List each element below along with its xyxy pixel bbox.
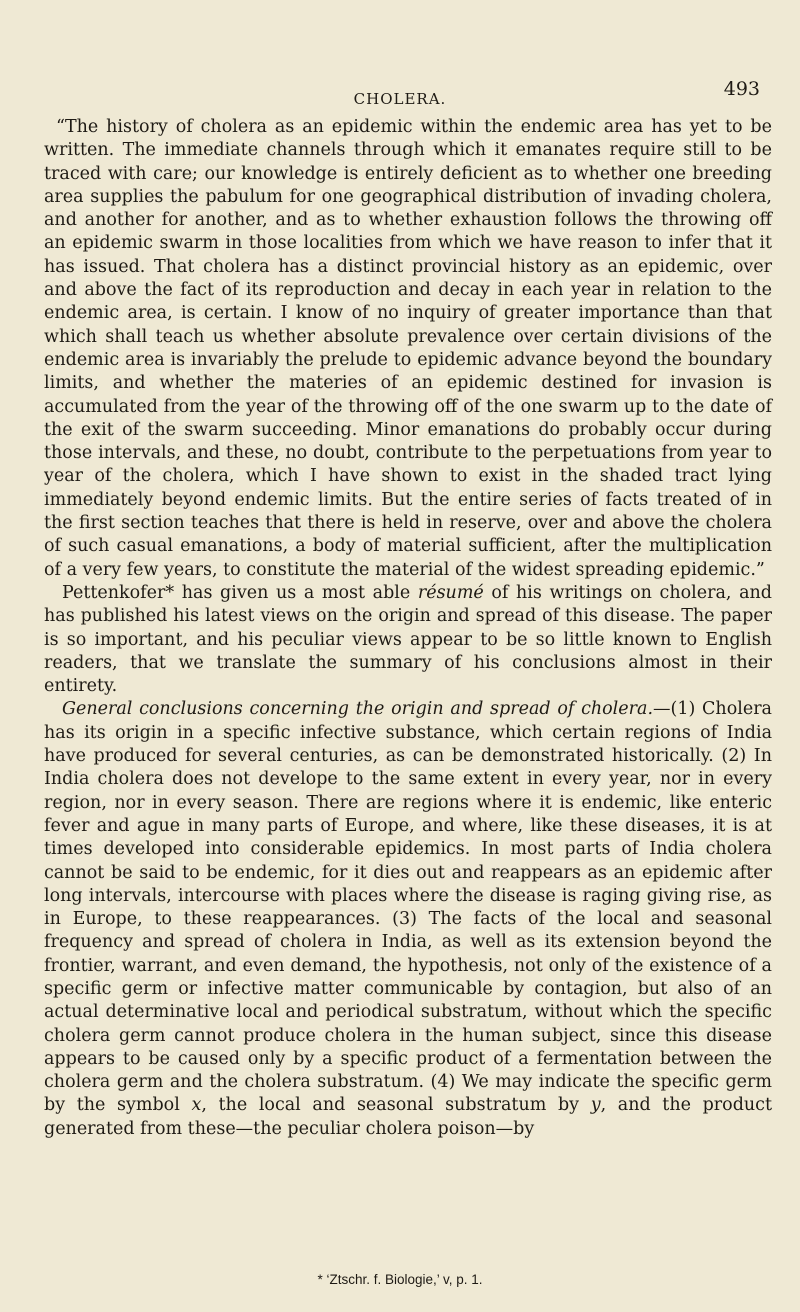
- symbol-x: x: [191, 1095, 202, 1116]
- paragraph-text: , and the product generated from these—the peculiar cholera poison—by: [44, 1095, 773, 1139]
- paragraph-quote: “The history of cholera as an epidemic within the endemic area has yet to be written. The immediate channels through which it emanates require still to be traced with care; our knowledge is entirely deficient as to whether one breeding area supplies the pabulum for one geographical distribution of invading cholera, and another for another, and as to whether exhaustion follows the throwing off an epidemic swarm in those localities from which we have reason to infer that it has issued. That cholera has a distinct provincial history as an epidemic, over and above the fact of its reproduction and decay in each year in relation to the endemic area, is certain. I know of no inquiry of greater importance than that which shall teach us whether absolute prevalence over certain divisions of the endemic area is invariably the prelude to epidemic advance beyond the boundary limits, and whether the materies of an epidemic destined for invasion is accumulated from the year of the throwing off of the one swarm up to the date of the exit of the swarm succeeding. Minor emanations do probably occur during those intervals, and these, no doubt, contribute to the perpetuations from year to year of the cholera, which I have shown to exist in the shaded tract lying immediately beyond endemic limits. But the entire series of facts treated of in the first section teaches that there is held in reserve, over and above the cholera of such casual emanations, a body of material sufficient, after the multiplication of a very few years, to constitute the material of the widest spreading epidemic.”: [44, 117, 772, 580]
- paragraph-text: of his writings on cholera, and has published his latest views on the origin and spread of this disease. The paper is so important, and his peculiar views appear to be so little known to English readers, that we translate the summary of his conclusions almost in their entirety.: [44, 582, 772, 697]
- page-number: 493: [723, 78, 760, 100]
- section-heading: General conclusions concerning the origin and spread of cholera.: [62, 699, 654, 720]
- page-header: [0, 78, 800, 110]
- symbol-y: y: [590, 1095, 601, 1116]
- italic-term: résumé: [417, 582, 484, 603]
- running-head: CHOLERA.: [353, 90, 447, 108]
- paragraph-text: Pettenkofer* has given us a most able: [62, 582, 418, 603]
- footnote: * ‘Ztschr. f. Biologie,’ v, p. 1.: [317, 1272, 483, 1287]
- body-text: [44, 116, 772, 1141]
- paragraph-text: —(1) Cholera has its origin in a specific infective substance, which certain regions of India have produced for several centuries, as can be demonstrated historically. (2) In India cholera does not develope to the same extent in every year, nor in every region, nor in every season. There are regions where it is endemic, like enteric fever and ague in many parts of Europe, and where, like these diseases, it is at times developed into considerable epidemics. In most parts of India cholera cannot be said to be endemic, for it dies out and reappears as an epidemic after long intervals, intercourse with places where the disease is raging giving rise, as in Europe, to these reappearances. (3) The facts of the local and seasonal frequency and spread of cholera in India, as well as its extension beyond the frontier, warrant, and even demand, the hypothesis, not only of the existence of a specific germ or infective matter communicable by contagion, but also of an actual determinative local and periodical substratum, without which the specific cholera germ cannot produce cholera in the human subject, since this disease appears to be caused only by a specific product of a fermentation between the cholera germ and the cholera substratum. (4) We may indicate the specific germ by the symbol: [44, 699, 772, 1116]
- paragraph-pettenkofer: [44, 582, 772, 698]
- paragraph-text: , the local and seasonal substratum by: [201, 1095, 591, 1116]
- paragraph-conclusions: [44, 698, 772, 1141]
